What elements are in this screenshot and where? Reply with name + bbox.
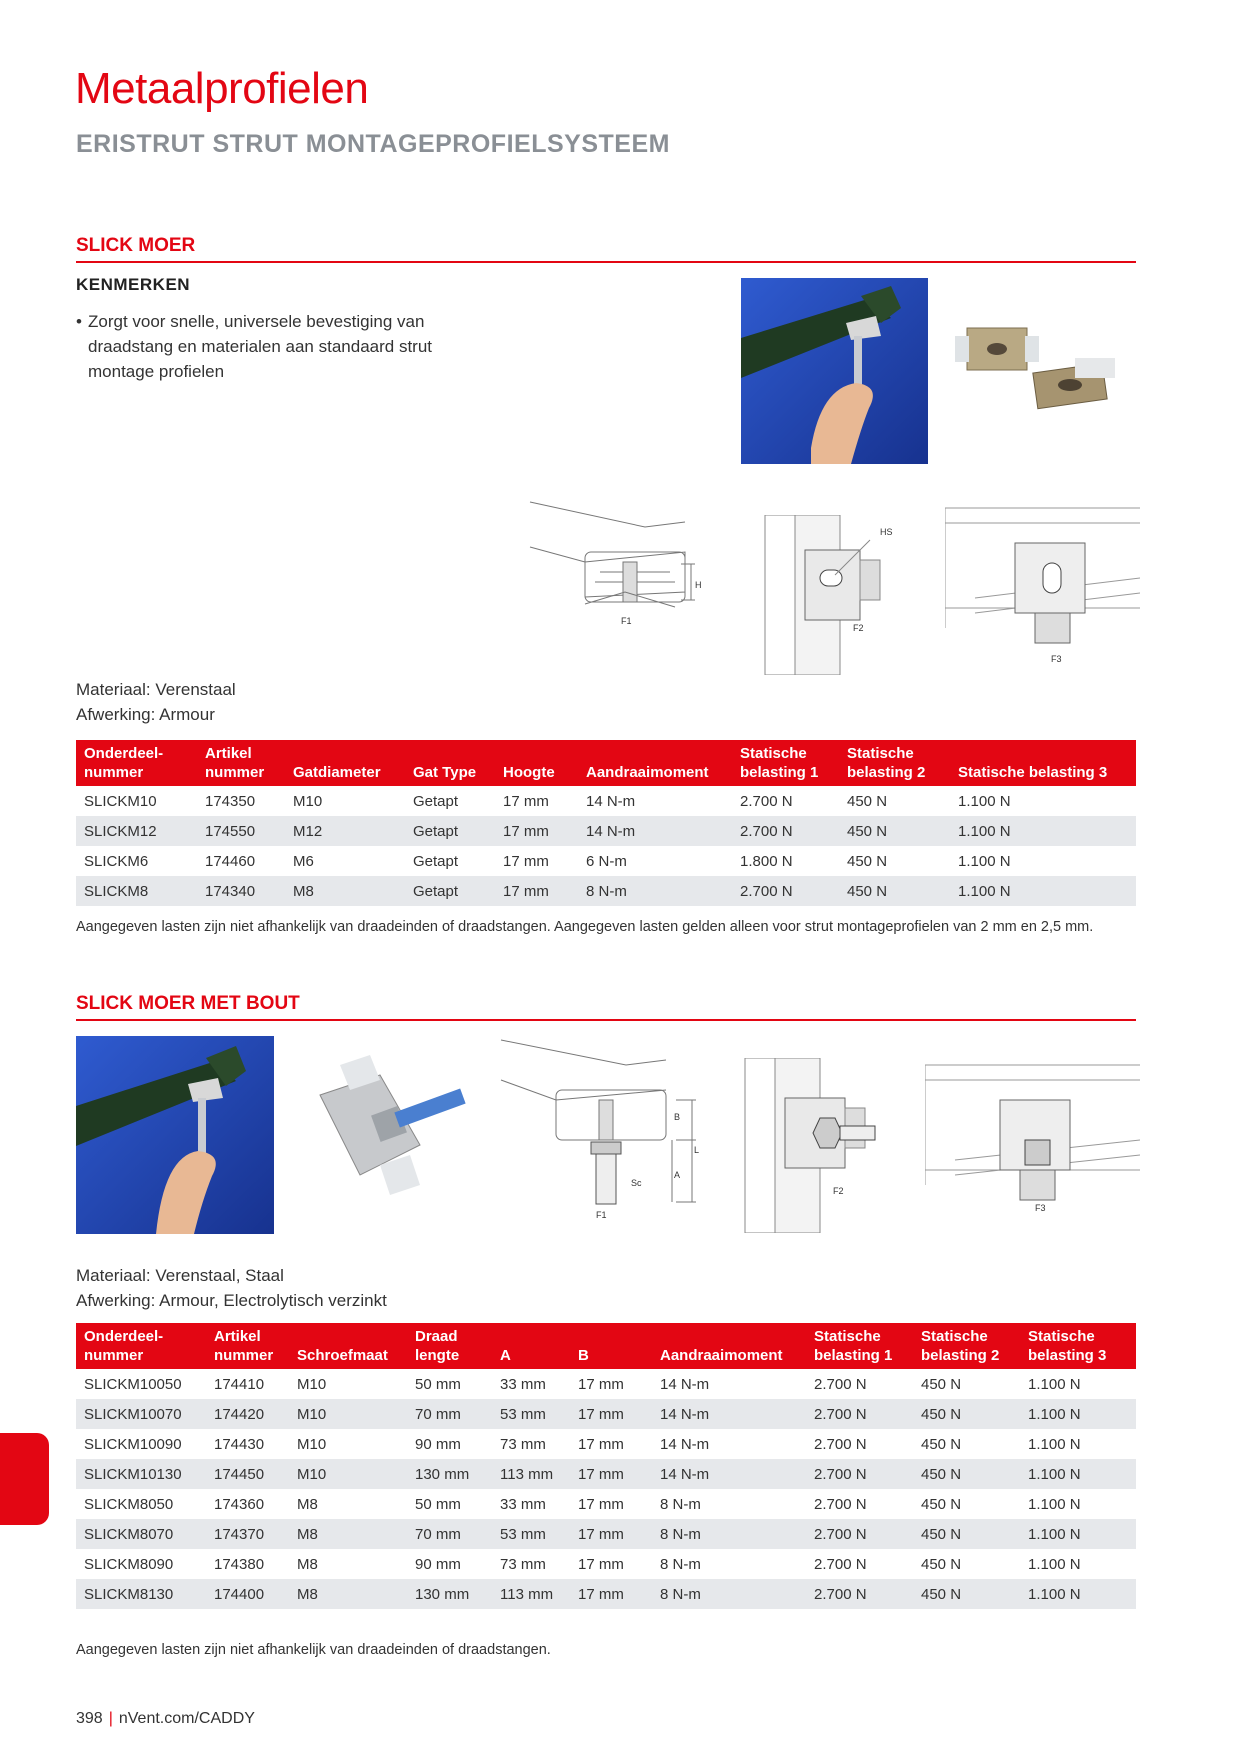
table-cell: 450 N <box>913 1519 1020 1549</box>
table-header: Artikel nummer <box>206 1323 289 1369</box>
page-number: 398 <box>76 1710 103 1727</box>
finish-1: Afwerking: Armour <box>76 705 215 724</box>
table-cell: 113 mm <box>492 1579 570 1609</box>
table-cell: 33 mm <box>500 1495 546 1513</box>
table-cell: M12 <box>285 816 405 846</box>
table-cell: 450 N <box>921 1435 962 1453</box>
table-row <box>76 1459 1136 1489</box>
table-cell: M6 <box>293 852 314 870</box>
section-heading-slick-moer: SLICK MOER <box>76 235 1136 263</box>
table-header: Statische belasting 2 <box>913 1323 1020 1369</box>
table-row <box>76 876 1136 906</box>
table-cell: M10 <box>289 1399 407 1429</box>
table-header: Aandraaimoment <box>652 1323 806 1369</box>
table-cell: 450 N <box>847 852 888 870</box>
force-label-f3-bolt: F3 <box>1035 1203 1046 1213</box>
table-cell: 1.100 N <box>1028 1495 1081 1513</box>
table-row <box>76 1549 1136 1579</box>
table-cell: 14 N-m <box>578 816 732 846</box>
table-cell: 17 mm <box>495 816 578 846</box>
section-heading-slick-moer-met-bout: SLICK MOER MET BOUT <box>76 993 1136 1021</box>
table-cell: SLICKM10070 <box>76 1399 206 1429</box>
table-cell: 53 mm <box>492 1399 570 1429</box>
table-cell: 2.700 N <box>806 1579 913 1609</box>
table-cell: 17 mm <box>495 876 578 906</box>
table-cell: 1.100 N <box>950 816 1136 846</box>
table-header: Hoogte <box>495 740 578 786</box>
photo-slick-nuts <box>955 318 1140 418</box>
footer <box>76 1710 255 1728</box>
finish-2: Afwerking: Armour, Electrolytisch verzinkt <box>76 1291 387 1310</box>
table-cell: 450 N <box>921 1495 962 1513</box>
table-cell: 2.700 N <box>814 1495 867 1513</box>
table-row <box>76 786 1136 816</box>
table-cell: 73 mm <box>500 1435 546 1453</box>
force-label-f1-bolt: F1 <box>596 1210 607 1220</box>
table-cell: 14 N-m <box>652 1459 806 1489</box>
table-cell: Getapt <box>413 852 459 870</box>
note-2: Aangegeven lasten zijn niet afhankelijk van draadeinden of draadstangen. <box>76 1642 551 1658</box>
page-subtitle: ERISTRUT STRUT MONTAGEPROFIELSYSTEEM <box>76 130 670 158</box>
table-header: Gat Type <box>405 740 495 786</box>
table-cell: 14 N-m <box>660 1435 710 1453</box>
table-header: Onderdeel- nummer <box>76 1323 206 1369</box>
table-cell: 90 mm <box>415 1435 461 1453</box>
table-cell: 1.100 N <box>1020 1579 1136 1609</box>
page-title: Metaalprofielen <box>75 64 369 113</box>
table-row <box>76 816 1136 846</box>
force-label-f2-bolt: F2 <box>833 1186 844 1196</box>
table-cell: 113 mm <box>492 1459 570 1489</box>
table-header: B <box>570 1323 652 1369</box>
table-cell: 70 mm <box>407 1519 492 1549</box>
photo-slick-nut-bolt-installation <box>76 1036 274 1234</box>
diagram-bolt-front-view <box>740 1058 900 1233</box>
note-1: Aangegeven lasten zijn niet afhankelijk van draadeinden of draadstangen. Aangegeven lasten gelden alleen voor strut montageprofielen van 2 mm en 2,5 mm. <box>76 919 1094 935</box>
diagram-side-view <box>525 492 715 642</box>
spec-table-slick-moer-met-bout <box>76 1323 1136 1609</box>
table-cell: 17 mm <box>570 1579 652 1609</box>
table-cell: 33 mm <box>500 1375 546 1393</box>
table-cell: 174420 <box>206 1399 289 1429</box>
material-2: Materiaal: Verenstaal, Staal <box>76 1266 284 1285</box>
table-cell: 8 N-m <box>660 1495 701 1513</box>
table-cell: 2.700 N <box>740 792 793 810</box>
dim-label-h: H <box>695 580 702 590</box>
table-cell: M8 <box>297 1495 318 1513</box>
table-cell: 174360 <box>214 1495 265 1513</box>
diagram-front-view <box>760 515 920 675</box>
table-cell: Getapt <box>405 816 495 846</box>
table-cell: 450 N <box>839 876 950 906</box>
dim-label-hs: HS <box>880 527 893 537</box>
table-cell: 1.100 N <box>1020 1399 1136 1429</box>
table-cell: 174380 <box>214 1555 265 1573</box>
material-1: Materiaal: Verenstaal <box>76 680 236 699</box>
table-header: Statische belasting 3 <box>950 740 1136 786</box>
table-cell: SLICKM8050 <box>84 1495 174 1513</box>
table-cell: 2.700 N <box>814 1435 867 1453</box>
table-cell: SLICKM10090 <box>84 1435 182 1453</box>
table-header: Artikel nummer <box>197 740 285 786</box>
table-cell: M8 <box>289 1519 407 1549</box>
table-cell: 174430 <box>214 1435 265 1453</box>
dim-label-b: B <box>674 1112 681 1122</box>
table-cell: 8 N-m <box>652 1579 806 1609</box>
table-header: Statische belasting 1 <box>732 740 839 786</box>
table-cell: 450 N <box>921 1555 962 1573</box>
table-header: Statische belasting 1 <box>806 1323 913 1369</box>
force-label-f3: F3 <box>1051 654 1062 664</box>
feature-text: Zorgt voor snelle, universele bevestiging van draadstang en materialen aan standaard strut montage profielen <box>88 312 433 381</box>
table-cell: 174370 <box>206 1519 289 1549</box>
photo-slick-nut-with-bolt <box>300 1055 470 1230</box>
table-cell: 450 N <box>913 1399 1020 1429</box>
table-cell: 450 N <box>921 1375 962 1393</box>
table-cell: SLICKM10050 <box>84 1375 182 1393</box>
table-cell: 1.100 N <box>1028 1555 1081 1573</box>
dim-label-sc: Sc <box>631 1178 642 1188</box>
table-row <box>76 1399 1136 1429</box>
table-cell: SLICKM10 <box>84 792 157 810</box>
table-cell: SLICKM8130 <box>76 1579 206 1609</box>
diagram-bolt-perspective-view <box>925 1055 1140 1235</box>
force-label-f1: F1 <box>621 616 632 626</box>
table-cell: 174340 <box>197 876 285 906</box>
table-cell: 1.100 N <box>958 852 1011 870</box>
footer-link[interactable]: nVent.com/CADDY <box>118 1710 255 1727</box>
footer-separator: | <box>108 1710 113 1727</box>
side-tab-marker <box>0 1433 49 1525</box>
table-header: Statische belasting 3 <box>1020 1323 1136 1369</box>
force-label-f2: F2 <box>853 623 864 633</box>
table-cell: 17 mm <box>578 1555 624 1573</box>
table-cell: 2.700 N <box>814 1555 867 1573</box>
table-cell: 2.700 N <box>806 1459 913 1489</box>
table-cell: 2.700 N <box>806 1399 913 1429</box>
table-cell: 50 mm <box>415 1495 461 1513</box>
table-cell: 130 mm <box>407 1579 492 1609</box>
table-header: A <box>492 1323 570 1369</box>
table-cell: 8 N-m <box>660 1555 701 1573</box>
table-cell: 450 N <box>913 1579 1020 1609</box>
diagram-bolt-side-view <box>496 1030 716 1230</box>
table-cell: 174410 <box>214 1375 265 1393</box>
table-row <box>76 1519 1136 1549</box>
table-cell: 14 N-m <box>652 1399 806 1429</box>
table-header: Schroefmaat <box>289 1323 407 1369</box>
table-cell: M8 <box>289 1579 407 1609</box>
table-cell: 2.700 N <box>806 1519 913 1549</box>
table-header: Onderdeel- nummer <box>76 740 197 786</box>
bullet-mark: • <box>76 312 82 331</box>
table-cell: 130 mm <box>407 1459 492 1489</box>
table-cell: 1.100 N <box>1028 1435 1081 1453</box>
table-row <box>76 1429 1136 1459</box>
table-cell: 174550 <box>197 816 285 846</box>
photo-slick-nut-installation <box>741 278 928 464</box>
table-cell: 17 mm <box>578 1375 624 1393</box>
table-row <box>76 1369 1136 1399</box>
feature-bullet <box>76 309 496 384</box>
table-row <box>76 1489 1136 1519</box>
table-cell: 1.100 N <box>1028 1375 1081 1393</box>
table-cell: 6 N-m <box>586 852 627 870</box>
table-cell: 1.800 N <box>740 852 793 870</box>
table-cell: 174350 <box>205 792 256 810</box>
table-cell: 8 N-m <box>578 876 732 906</box>
table-cell: 174450 <box>206 1459 289 1489</box>
table-cell: 70 mm <box>407 1399 492 1429</box>
table-cell: M10 <box>289 1459 407 1489</box>
table-cell: 450 N <box>847 792 888 810</box>
table-row <box>76 1579 1136 1609</box>
table-cell: SLICKM6 <box>84 852 149 870</box>
table-cell: 2.700 N <box>732 816 839 846</box>
table-cell: 17 mm <box>503 852 549 870</box>
table-cell: SLICKM8070 <box>76 1519 206 1549</box>
table-header: Draad lengte <box>407 1323 492 1369</box>
table-cell: 8 N-m <box>652 1519 806 1549</box>
table-cell: 450 N <box>913 1459 1020 1489</box>
features-heading: KENMERKEN <box>76 275 191 294</box>
table-cell: 17 mm <box>570 1399 652 1429</box>
table-cell: 1.100 N <box>958 792 1011 810</box>
table-cell: SLICKM8 <box>76 876 197 906</box>
table-cell: Getapt <box>413 792 459 810</box>
table-header: Statische belasting 2 <box>839 740 950 786</box>
table-cell: 17 mm <box>570 1459 652 1489</box>
table-cell: 14 N-m <box>660 1375 710 1393</box>
table-cell: 450 N <box>839 816 950 846</box>
table-cell: 50 mm <box>415 1375 461 1393</box>
table-cell: Getapt <box>405 876 495 906</box>
table-header: Aandraaimoment <box>578 740 732 786</box>
table-cell: 17 mm <box>503 792 549 810</box>
table-cell: M8 <box>285 876 405 906</box>
table-cell: 53 mm <box>492 1519 570 1549</box>
table-cell: 1.100 N <box>950 876 1136 906</box>
table-cell: 1.100 N <box>1020 1519 1136 1549</box>
table-cell: M10 <box>297 1435 327 1453</box>
table-row <box>76 846 1136 876</box>
table-cell: 17 mm <box>570 1519 652 1549</box>
table-cell: M10 <box>293 792 323 810</box>
spec-table-slick-moer <box>76 740 1136 906</box>
table-cell: SLICKM12 <box>76 816 197 846</box>
dim-label-l: L <box>694 1145 700 1155</box>
dim-label-a: A <box>674 1170 681 1180</box>
table-cell: 174400 <box>206 1579 289 1609</box>
table-cell: 17 mm <box>578 1495 624 1513</box>
table-cell: SLICKM10130 <box>76 1459 206 1489</box>
table-cell: SLICKM8090 <box>84 1555 174 1573</box>
table-cell: 2.700 N <box>732 876 839 906</box>
table-cell: 17 mm <box>578 1435 624 1453</box>
table-cell: 90 mm <box>415 1555 461 1573</box>
diagram-perspective-view <box>945 498 1140 673</box>
table-cell: 1.100 N <box>1020 1459 1136 1489</box>
table-header: Gatdiameter <box>285 740 405 786</box>
table-cell: 14 N-m <box>586 792 636 810</box>
table-cell: M8 <box>297 1555 318 1573</box>
table-cell: M10 <box>297 1375 327 1393</box>
table-cell: 73 mm <box>500 1555 546 1573</box>
table-cell: 174460 <box>205 852 256 870</box>
table-cell: 2.700 N <box>814 1375 867 1393</box>
